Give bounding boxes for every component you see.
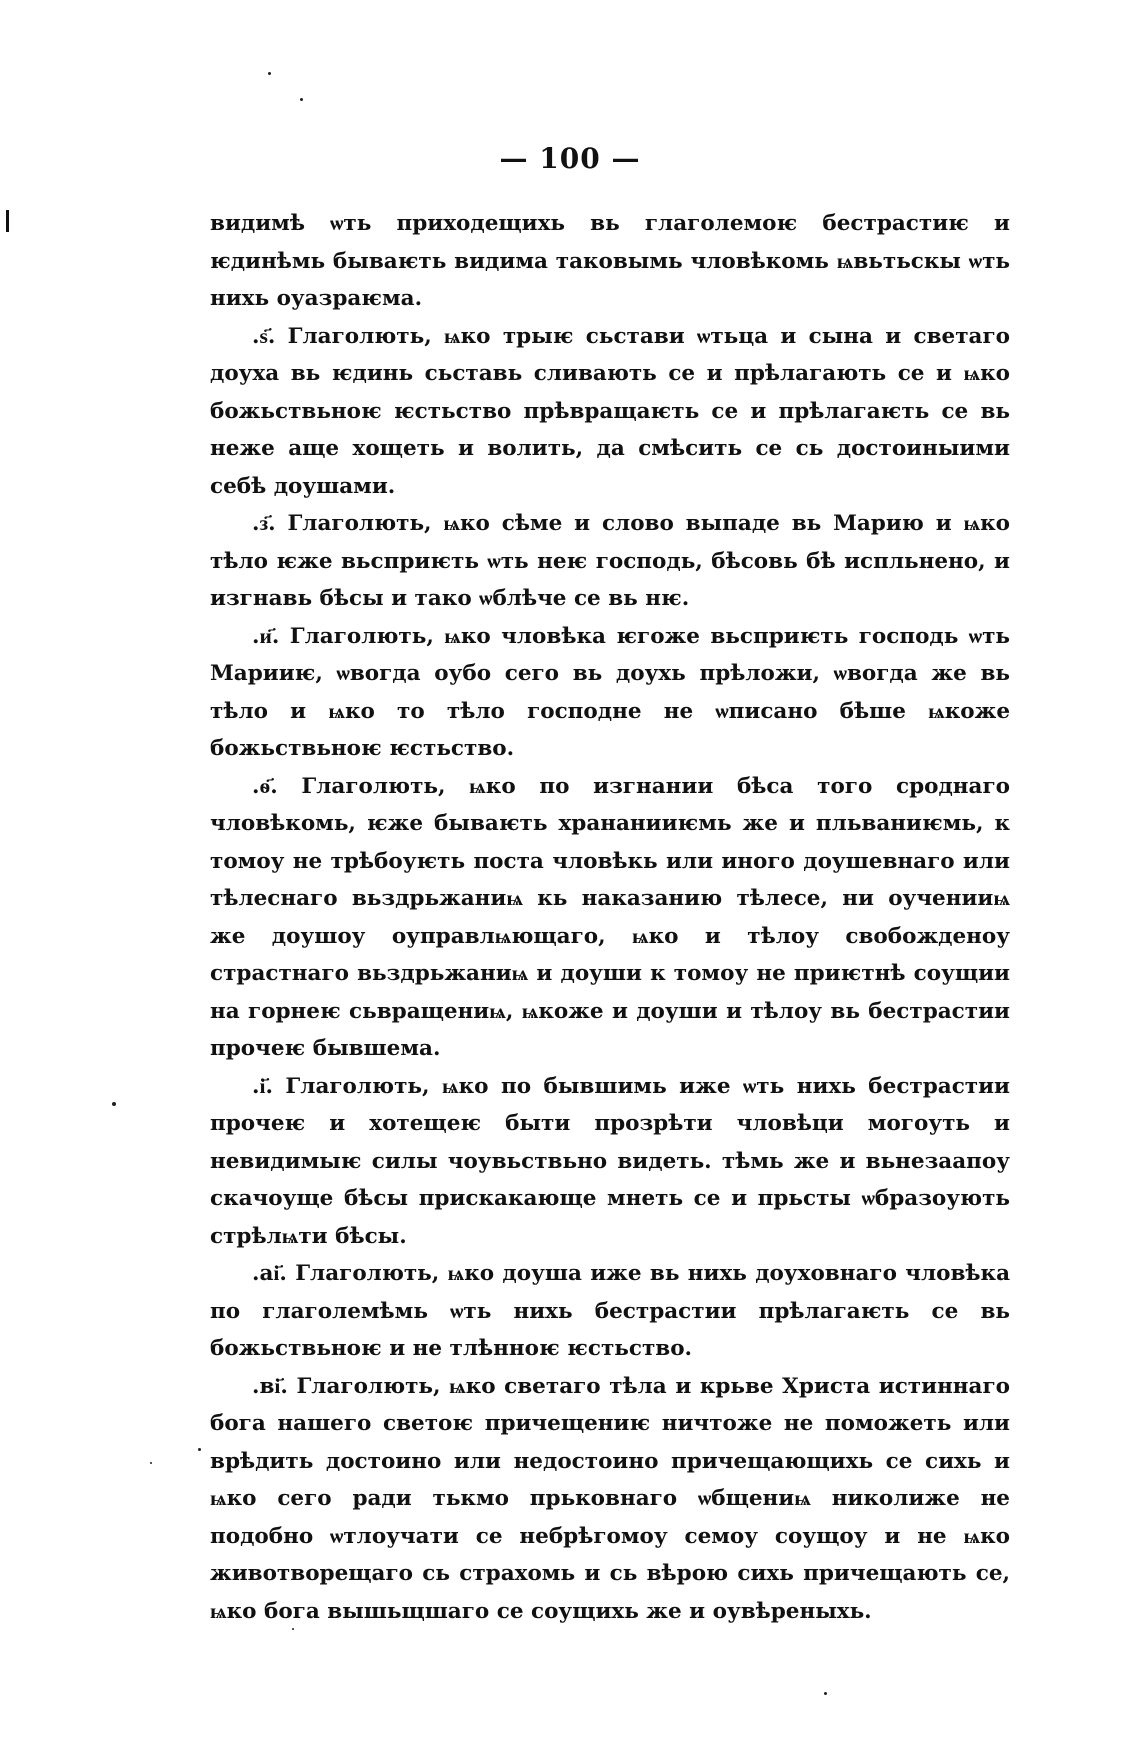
paragraph-9: .ѳ҃. Глаголють, ѩко по изгнании бѣса того сроднаго чловѣкомь, ѥже бываѥть хрананииѥмь же и пльваниѥмь, к томоу не трѣбоуѥть поста чловѣкь или иного доушевнаго или тѣлеснаго вьздрьжаниѩ кь наказанию тѣлесе, ни оученииѩ же доушоу оуправлѩющаго, ѩко и тѣлоу свобожденоу страстнаго вьздрьжаниѩ и доуши к томоу не приѥтнѣ соущии на горнеѥ сьвращениѩ, ѩкоже и доуши и тѣлоу вь бестрастии прочеѥ бывшема. xyxy=(210,773,1010,1061)
speck xyxy=(268,72,271,75)
speck xyxy=(112,1102,116,1106)
paragraph-10: .і҃. Глаголють, ѩко по бывшимь иже ѡть нихь бестрастии прочеѥ и хотещеѥ быти прозрѣти чловѣци могоуть и невидимыѥ силы чоувьствьно видеть. тѣмь же и вьнезаапоу скачоуще бѣсы прискакающе мнеть се и прьсты ѡбразоують стрѣлѩти бѣсы. xyxy=(210,1073,1010,1249)
speck xyxy=(198,1448,201,1451)
paragraph-continuation: видимѣ ѡть приходещихь вь глаголемоѥ бестрастиѥ и ѥдинѣмь бываѥть видима таковымь чловѣкомь ѩвьтьскы ѡть нихь оуазраѥма. xyxy=(210,211,1010,311)
paragraph-8: .и҃. Глаголють, ѩко чловѣка ѥгоже вьсприѥть господь ѡть Марииѥ, ѡвогда оубо сего вь доухь прѣложи, ѡвогда же вь тѣло и ѩко то тѣло господне не ѡписано бѣше ѩкоже божьствьноѥ ѥстьство. xyxy=(210,623,1010,761)
paragraph-7: .з҃. Глаголють, ѩко сѣме и слово выпаде вь Марию и ѩко тѣло ѥже вьсприѥть ѡть неѥ господь, бѣсовь бѣ испльнено, и изгнавь бѣсы и тако ѡблѣче се вь нѥ. xyxy=(210,511,1010,611)
paragraph-11: .аі҃. Глаголють, ѩко доуша иже вь нихь доуховнаго чловѣка по глаголемѣмь ѡть нихь бестрастии прѣлагаѥть се вь божьствьноѥ и не тлѣнноѥ ѥстьство. xyxy=(210,1261,1010,1361)
speck xyxy=(824,1692,827,1695)
page-number: — 100 — xyxy=(499,142,641,175)
paragraph-6: .ѕ҃. Глаголють, ѩко трыѥ сьстави ѡтьца и сына и светаго доуха вь ѥдинь сьставь сливають се и прѣлагають се и ѩко божьствьноѥ ѥстьство прѣвращаѥть се и прѣлагаѥть се вь неже аще хощеть и волить, да смѣсить се сь достоиныими себѣ доушами. xyxy=(210,323,1010,499)
speck xyxy=(300,98,303,101)
paragraph-12: .ві҃. Глаголють, ѩко светаго тѣла и крьве Христа истиннаго бога нашего светоѥ причещениѥ ничтоже не поможеть или врѣдить достоино или недостоино причещающихь се сихь и ѩко сего ради тькмо прьковнаго ѡбщениѩ николиже не подобно ѡтлоучати се небрѣгомоу семоу соущоу и не ѩко животворещаго сь страхомь и сь вѣрою сихь причещають се, ѩко бога вышьщшаго се соущихь же и оувѣреныхь. xyxy=(210,1373,1010,1624)
margin-mark xyxy=(6,210,9,232)
body-text xyxy=(210,205,1010,1630)
speck xyxy=(150,1462,152,1464)
